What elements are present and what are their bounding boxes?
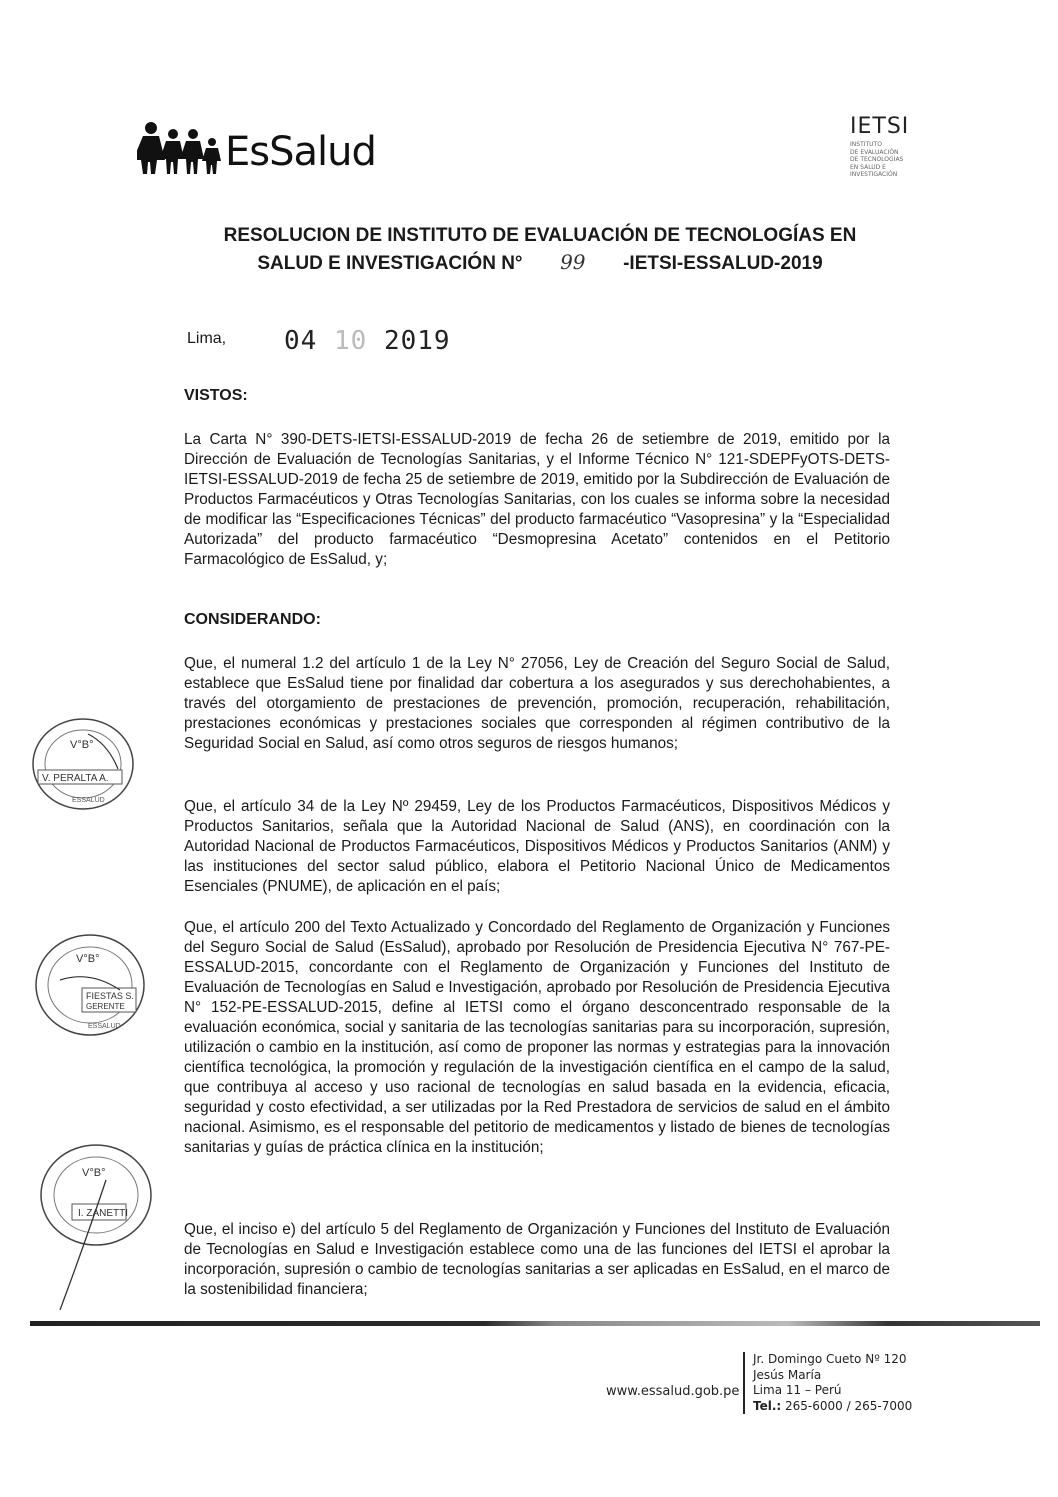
handwritten-resolution-number: 99 <box>560 250 586 274</box>
essalud-logo <box>137 120 376 174</box>
family-figures-icon <box>137 120 223 174</box>
vistos-paragraph: La Carta N° 390-DETS-IETSI-ESSALUD-2019 de fecha 26 de setiembre de 2019, emitido por la Dirección de Evaluación de Tecnologías Sanitarias, y el Informe Técnico N° 121-SDEPFyOTS-DETS-IETSI-ESSALUD-2019 de fecha 25 de setiembre de 2019, emitido por la Subdirección de Evaluación de Productos Farmacéuticos y Otras Tecnologías Sanitarias, con los cuales se informa sobre la necesidad de modificar las “Especificaciones Técnicas” del producto farmacéutico “Vasopresina” y la “Especialidad Autorizada” del producto farmacéutico “Desmopresina Acetato” contenidos en el Petitorio Farmacológico de EsSalud, y; <box>184 431 890 568</box>
svg-text:V°B°: V°B° <box>70 739 94 751</box>
footer-divider <box>743 1352 745 1414</box>
vistos-heading: VISTOS: <box>184 387 248 404</box>
date-stamp: 04 10 2019 <box>284 326 451 356</box>
svg-text:GERENTE: GERENTE <box>86 1002 125 1011</box>
considerando-paragraph-2: Que, el artículo 34 de la Ley Nº 29459, Ley de los Productos Farmacéuticos, Dispositivos Médicos y Productos Sanitarios, señala que la Autoridad Nacional de Salud (ANS), en coordinación con la Autoridad Nacional de Productos Farmacéuticos, Dispositivos Médicos y Productos Sanitarios (ANM) y las instituciones del sector salud público, elabora el Petitorio Nacional Único de Medicamentos Esenciales (PNUME), de aplicación en el país; <box>184 798 890 895</box>
place-label: Lima, <box>187 330 227 347</box>
svg-text:V°B°: V°B° <box>82 1167 106 1179</box>
ietsi-logo <box>850 116 930 179</box>
ietsi-title: IETSI <box>850 114 910 139</box>
considerando-heading: CONSIDERANDO: <box>184 611 321 628</box>
ietsi-subtitle: INSTITUTO DE EVALUACIÓN DE TECNOLOGÍAS EN SALUD E INVESTIGACIÓN <box>850 141 904 178</box>
svg-text:ESSALUD: ESSALUD <box>88 1023 121 1030</box>
footer-address: Jr. Domingo Cueto Nº 120 Jesús María Lima 11 – Perú Tel.: 265-6000 / 265-7000 <box>753 1352 913 1413</box>
svg-text:I. ZANETTI: I. ZANETTI <box>78 1208 128 1219</box>
svg-text:V°B°: V°B° <box>76 953 100 965</box>
svg-text:FIESTAS S.: FIESTAS S. <box>86 991 134 1001</box>
svg-text:ESSALUD: ESSALUD <box>72 797 105 804</box>
resolution-title: RESOLUCION DE INSTITUTO DE EVALUACIÓN DE TECNOLOGÍAS EN SALUD E INVESTIGACIÓN N° 99 -IETSI-ESSALUD-2019 <box>223 225 857 274</box>
website-link[interactable]: www.essalud.gob.pe <box>606 1384 740 1399</box>
considerando-paragraph-4: Que, el inciso e) del artículo 5 del Reglamento de Organización y Funciones del Instituto de Evaluación de Tecnologías en Salud e Investigación establece como una de las funciones del IETSI el aprobar la incorporación, supresión o cambio de tecnologías sanitarias a ser aplicadas en EsSalud, en el marco de la sostenibilidad financiera; <box>184 1221 890 1298</box>
considerando-paragraph-1: Que, el numeral 1.2 del artículo 1 de la Ley N° 27056, Ley de Creación del Seguro Social de Salud, establece que EsSalud tiene por finalidad dar cobertura a los asegurados y sus derechohabientes, a través del otorgamiento de prestaciones de prevención, promoción, recuperación, rehabilitación, prestaciones económicas y prestaciones sociales que corresponden al régimen contributivo de la Seguridad Social en Salud, así como otros seguros de riesgos humanos; <box>184 655 890 752</box>
considerando-paragraph-3: Que, el artículo 200 del Texto Actualizado y Concordado del Reglamento de Organización y Funciones del Seguro Social de Salud (EsSalud), aprobado por Resolución de Presidencia Ejecutiva N° 767-PE-ESSALUD-2015, concordante con el Reglamento de Organización y Funciones del Instituto de Evaluación de Tecnologías en Salud e Investigación, aprobado por Resolución de Presidencia Ejecutiva N° 152-PE-ESSALUD-2015, define al IETSI como el órgano desconcentrado responsable de la evaluación económica, social y sanitaria de las tecnologías sanitarias para su incorporación, supresión, utilización o cambio en la institución, así como de proponer las normas y estrategias para la innovación científica tecnológica, la promoción y regulación de la investigación científica en el campo de la salud, que contribuya al acceso y uso racional de tecnologías en salud basada en la evidencia, eficacia, seguridad y costo efectividad, a ser utilizadas por la Red Prestadora de servicios de salud en el ámbito nacional. Asimismo, es el responsable del petitorio de medicamentos y listado de bienes de tecnologías sanitarias y guías de práctica clínica en la institución; <box>184 919 890 1156</box>
approval-stamp-fiestas <box>30 930 150 1040</box>
svg-text:V. PERALTA A.: V. PERALTA A. <box>42 773 109 784</box>
logo-wordmark: EsSalud <box>225 129 376 175</box>
approval-stamp-zanetti <box>28 1140 168 1320</box>
footer-rule <box>30 1321 1040 1326</box>
date-month: 10 <box>333 326 368 356</box>
approval-stamp-peralta <box>28 714 138 814</box>
